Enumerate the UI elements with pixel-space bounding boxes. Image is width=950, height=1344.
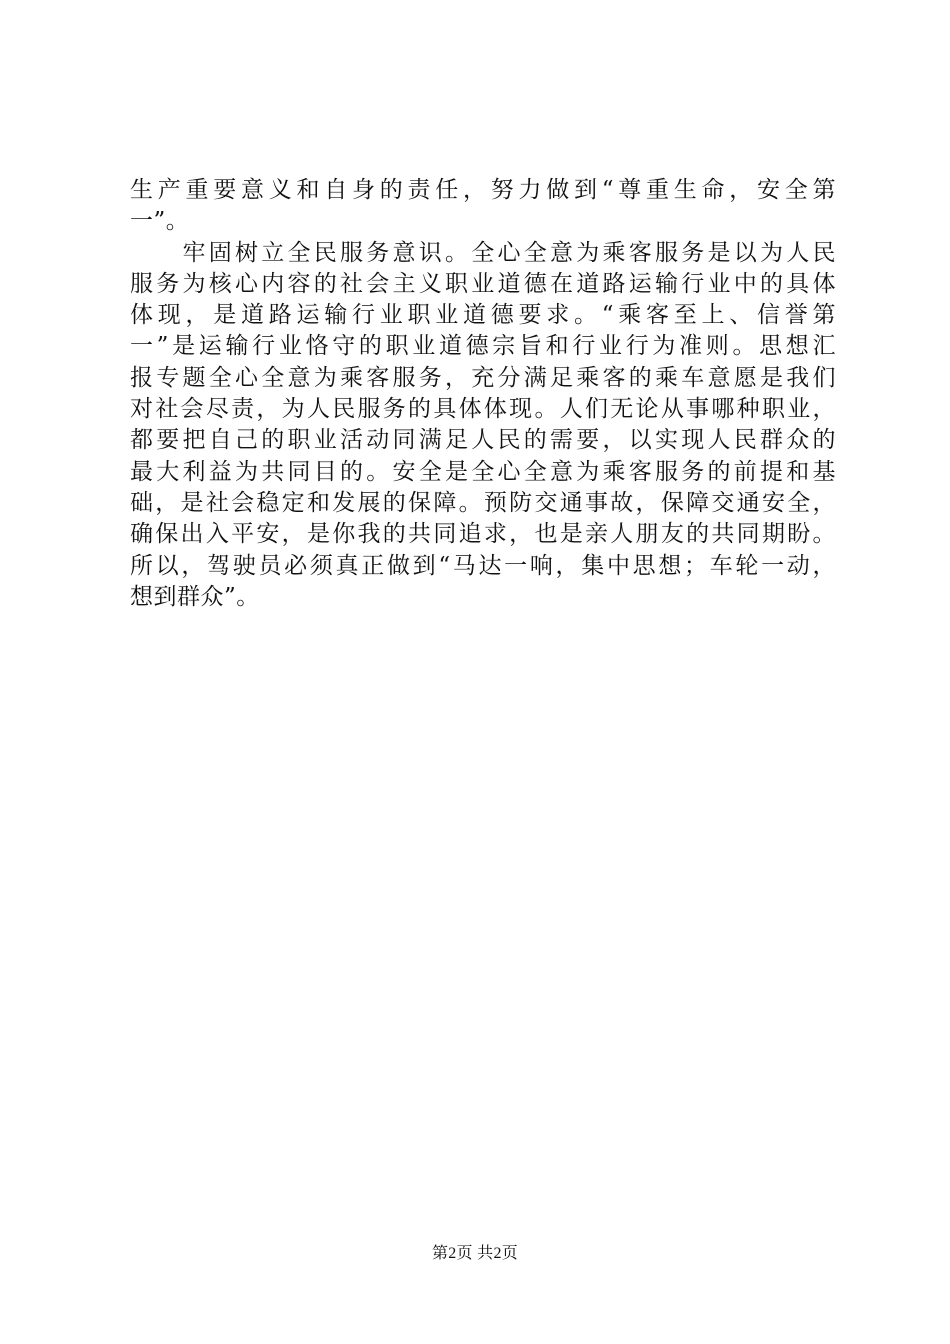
body-text [130, 175, 836, 613]
text-line: 想到群众”。 [130, 583, 260, 610]
text-line: 础，是社会稳定和发展的保障。预防交通事故，保障交通安全， [130, 489, 836, 516]
text-line: 都要把自己的职业活动同满足人民的需要，以实现人民群众的 [130, 427, 836, 454]
text-line: 服务为核心内容的社会主义职业道德在道路运输行业中的具体 [130, 270, 836, 297]
text-line: 最大利益为共同目的。安全是全心全意为乘客服务的前提和基 [130, 458, 836, 485]
text-line: 确保出入平安，是你我的共同追求，也是亲人朋友的共同期盼。 [130, 521, 836, 548]
text-line: 报专题全心全意为乘客服务，充分满足乘客的乘车意愿是我们 [130, 364, 836, 391]
text-line: 对社会尽责，为人民服务的具体体现。人们无论从事哪种职业， [130, 396, 836, 423]
text-line: 生产重要意义和自身的责任，努力做到“尊重生命，安全第 [130, 177, 836, 203]
text-line: 所以，驾驶员必须真正做到“马达一响，集中思想；车轮一动， [130, 552, 836, 579]
page-footer: 第2页 共2页 [431, 1245, 519, 1262]
text-line: 体现，是道路运输行业职业道德要求。“乘客至上、信誉第 [130, 302, 836, 329]
text-line: 一”。 [130, 208, 190, 235]
text-line: 一”是运输行业恪守的职业道德宗旨和行业行为准则。思想汇 [130, 333, 836, 360]
text-line: 牢固树立全民服务意识。全心全意为乘客服务是以为人民 [130, 239, 836, 266]
